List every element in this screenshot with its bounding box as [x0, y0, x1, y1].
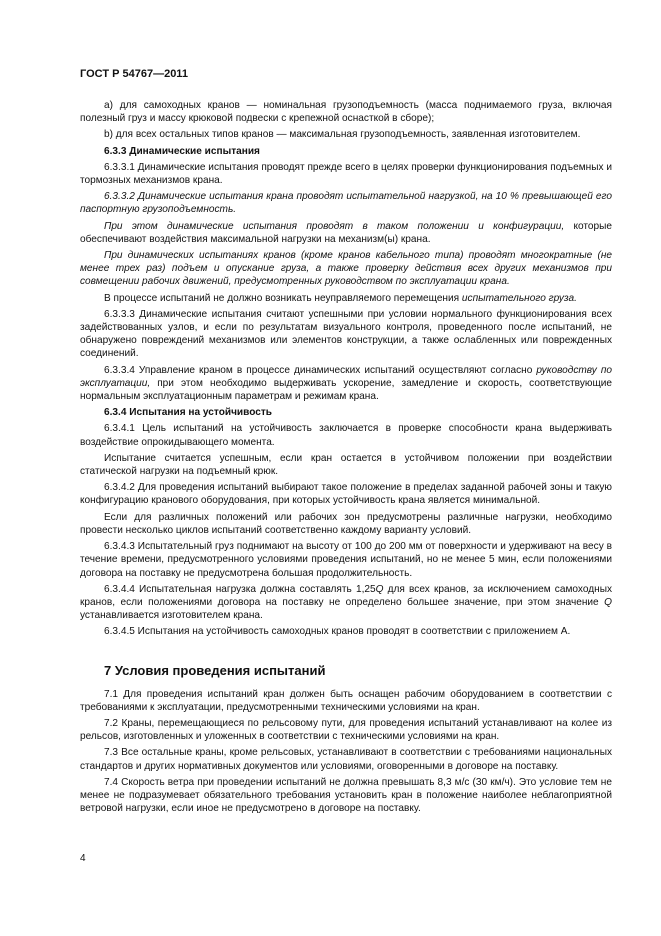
para-6-3-4-1b: Испытание считается успешным, если кран остается в устойчивом положении при воздействии статической нагрузки на подъемный крюк. — [80, 452, 612, 478]
para-6-3-3-4-b: руководству по эксплуатации, — [80, 364, 612, 389]
para-6-3-3-4 — [80, 364, 612, 404]
document-body — [80, 99, 612, 818]
heading-6-3-4: 6.3.4 Испытания на устойчивость — [104, 407, 272, 419]
para-6-3-4-4-q: Q — [375, 583, 384, 595]
para-6-3-3-1: 6.3.3.1 Динамические испытания проводят прежде всего в целях проверки функционирования подъемных и тормозных механизмов крана. — [80, 161, 612, 187]
para-6-3-3-4-a: 6.3.3.4 Управление краном в процессе динамических испытаний осуществляют согласно — [104, 364, 537, 376]
para-6-3-3-2c — [80, 249, 612, 289]
para-b: b) для всех остальных типов кранов — максимальная грузоподъемность, заявленная изготовителем. — [104, 129, 581, 141]
para-6-3-3-2b-rest: которые обеспечивают воздействия максимальной нагрузки на механизм(ы) крана. — [80, 220, 612, 245]
para-6-3-3-2b-italic: При этом динамические испытания проводят в таком положении и конфигурации, — [104, 220, 565, 232]
para-6-3-4-4-b: для всех кранов, за исключением самоходных кранов, если положениями договора на поставку не определено большее значение, при этом значение — [80, 583, 612, 608]
para-7-2: 7.2 Краны, перемещающиеся по рельсовому пути, для проведения испытаний устанавливают на колее из рельсов, изготовленных и уложенных в соответствии с техническими условиями на кран. — [80, 717, 612, 743]
para-6-3-4-4-q2: Q — [604, 596, 612, 608]
heading-section-7: 7 Условия проведения испытаний — [104, 662, 326, 678]
para-6-3-4-4-c: устанавливается изготовителем крана. — [80, 610, 263, 622]
para-6-3-3-2d — [80, 292, 612, 305]
para-6-3-4-3: 6.3.4.3 Испытательный груз поднимают на высоту от 100 до 200 мм от поверхности и удерживают на весу в течение времени, предусмотренного условиями проведения испытаний, но не менее 5 мин, если положениями договора на поставку не предусмотрена большая продолжительность. — [80, 541, 612, 579]
para-6-3-3-4-c: при этом необходимо выдерживать ускорение, замедление и скорость, соответствующие нормальным эксплуатационным параметрам и режимам крана. — [80, 377, 612, 403]
para-6-3-3-2d-a: В процессе испытаний не должно возникать неуправляемого перемещения — [104, 292, 462, 304]
para-6-3-3-2d-b: испытательного груза. — [461, 292, 577, 304]
page-number: 4 — [80, 853, 86, 864]
para-6-3-3-2 — [80, 190, 612, 216]
para-6-3-4-5: 6.3.4.5 Испытания на устойчивость самоходных кранов проводят в соответствии с приложением А. — [104, 626, 571, 638]
para-6-3-4-1: 6.3.4.1 Цель испытаний на устойчивость заключается в проверке способности крана выдерживать воздействие опрокидывающего момента. — [80, 423, 612, 448]
para-6-3-4-4 — [80, 583, 612, 623]
document-header: ГОСТ Р 54767—2011 — [80, 68, 188, 80]
para-6-3-3-2-text: 6.3.3.2 Динамические испытания крана проводят испытательной нагрузкой, на 10 % превышающей его паспортную грузоподъемность. — [80, 191, 612, 216]
para-7-4: 7.4 Скорость ветра при проведении испытаний не должна превышать 8,3 м/с (30 км/ч). Это условие тем не менее не подразумевает обязательного требования установить кран в положение наиболее неблагоприятной ветровой нагрузки, если иное не предусмотрено в договоре на поставку. — [80, 776, 612, 815]
para-6-3-4-2b: Если для различных положений или рабочих зон предусмотрены различные нагрузки, необходимо провести несколько циклов испытаний соответственно каждому варианту условий. — [80, 511, 612, 536]
para-6-3-3-2c-text: При динамических испытаниях кранов (кроме кранов кабельного типа) проводят многократные (не менее трех раз) подъем и опускание груза, а также проверку действия всех других механизмов при совмещении рабочих движений, предусмотренных руководством по эксплуатации крана. — [80, 250, 612, 288]
para-7-1: 7.1 Для проведения испытаний кран должен быть оснащен рабочим оборудованием в соответствии с требованиями к эксплуатации, предусмотренными техническими условиями на кран. — [80, 688, 612, 713]
para-6-3-4-4-a: 6.3.4.4 Испытательная нагрузка должна составлять 1,25 — [104, 583, 376, 595]
heading-6-3-3: 6.3.3 Динамические испытания — [104, 145, 260, 157]
para-6-3-3-2b — [80, 220, 612, 246]
para-7-3: 7.3 Все остальные краны, кроме рельсовых, устанавливают в соответствии с требованиями национальных стандартов и других нормативных документов или условиями, оговоренными в договоре на поставку. — [80, 747, 612, 772]
para-6-3-4-2: 6.3.4.2 Для проведения испытаний выбирают такое положение в пределах заданной рабочей зоны и такую конфигурацию кранового оборудования, при которых устойчивость крана является минимальной. — [80, 482, 612, 507]
para-a: а) для самоходных кранов — номинальная грузоподъемность (масса поднимаемого груза, включая полезный груз и массу крюковой подвески с крепежной оснасткой в сборе); — [80, 100, 612, 125]
para-6-3-3-3: 6.3.3.3 Динамические испытания считают успешными при условии нормального функционирования всех задействованных узлов, и если по результатам визуального контроля, проведенного после испытаний, не обнаружено повреждений механизмов или элементов конструкции, а также ослабленных или поврежденных соединений. — [80, 308, 612, 360]
